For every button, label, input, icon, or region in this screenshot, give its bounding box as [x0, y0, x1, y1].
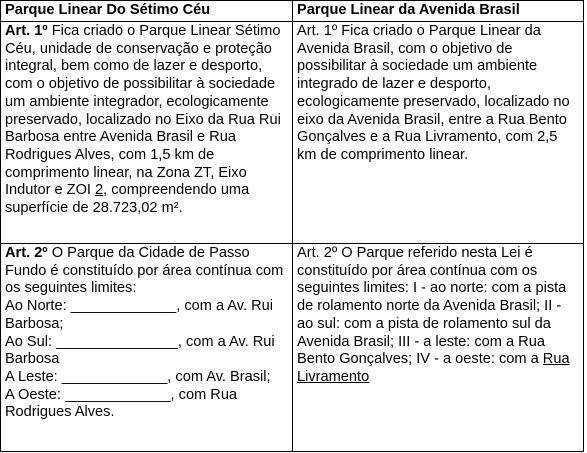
art1-setimo-ceu — [1, 22, 293, 244]
art2-avenida-brasil — [293, 244, 584, 452]
limit-east: A Leste: _____________, com Av. Brasil; — [5, 368, 271, 385]
art1-label: Art. 1º — [5, 23, 48, 39]
rua-livramento-underlined: Rua Livramento — [297, 351, 570, 385]
art2-label: Art. 2º — [5, 245, 48, 261]
art2-text: Art. 2º O Parque referido nesta Lei é constituído por área contínua com os seguintes limites: I - ao norte: com a pista de rolamento norte da Avenida Brasil; II - ao sul: com a pista de rolamento sul da Avenida Brasil; III - a leste: com a Rua Bento Gonçalves; IV - a oeste: com a — [297, 245, 567, 368]
limit-west: A Oeste: _____________, com Rua Rodrigues Alves. — [5, 386, 238, 421]
table-header-row — [1, 1, 584, 22]
art1-avenida-brasil: Art. 1º Fica criado o Parque Linear da Avenida Brasil, com o objetivo de possibilitar à sociedade um ambiente integrado de lazer e desporto, ecologicamente preservado, localizado no eixo da Avenida Brasil, entre a Rua Bento Gonçalves e a Rua Livramento, com 2,5 km de comprimento linear. — [293, 22, 584, 244]
limit-north: Ao Norte: _____________, com a Av. Rui Barbosa; — [5, 298, 274, 332]
art1-text-b: , compreendendo uma superfície de 28.723,02 m². — [5, 182, 250, 217]
table-row — [1, 244, 584, 452]
limit-south: Ao Sul: _______________, com a Av. Rui Barbosa — [5, 333, 275, 368]
art1-zoi-number: 2 — [95, 182, 104, 199]
art2-setimo-ceu — [1, 244, 293, 452]
header-avenida-brasil: Parque Linear da Avenida Brasil — [293, 1, 584, 22]
art1-text-a: Fica criado o Parque Linear Sétimo Céu, unidade de conservação e proteção integral, bem como de lazer e desporto, com o objetivo de possibilitar à sociedade um ambiente integrador, ecologicamente preservado, localizado no Eixo da Rua Rui Barbosa entre Avenida Brasil e Rua Rodrigues Alves, com 1,5 km de comprimento linear, na Zona ZT, Eixo Indutor e ZOI — [5, 23, 281, 199]
header-setimo-ceu: Parque Linear Do Sétimo Céu — [1, 1, 293, 22]
art2-intro: O Parque da Cidade de Passo Fundo é constituído por área contínua com os seguintes limites: — [5, 245, 284, 297]
table-row — [1, 22, 584, 244]
